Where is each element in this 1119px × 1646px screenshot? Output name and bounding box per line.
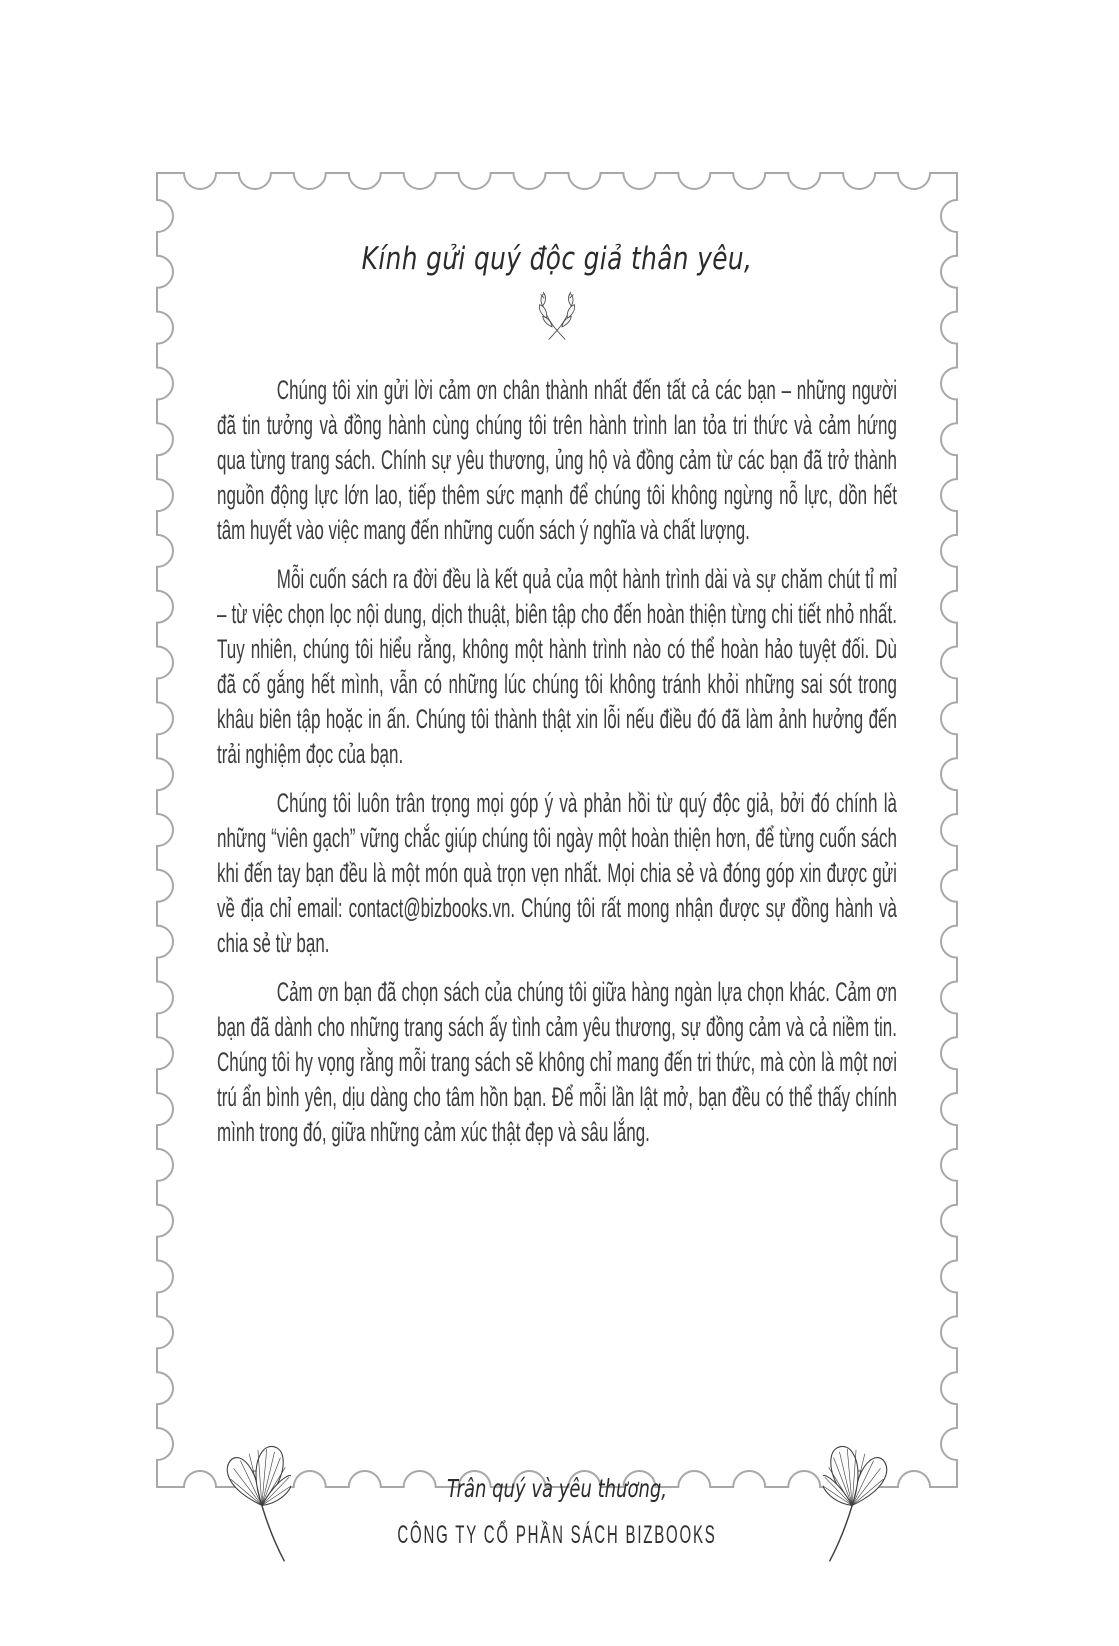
letter-paragraph: Cảm ơn bạn đã chọn sách của chúng tôi giữa hàng ngàn lựa chọn khác. Cảm ơn bạn đã dành cho những trang sách ấy tình cảm yêu thương, sự đồng cảm và cả niềm tin. Chúng tôi hy vọng rằng mỗi trang sách sẽ không chỉ mang đến tri thức, mà còn là một nơi trú ẩn bình yên, dịu dàng cho tâm hồn bạn. Để mỗi lần lật mở, bạn đều có thể thấy chính mình trong đó, giữa những cảm xúc thật đẹp và sâu lắng. [217, 977, 897, 1147]
letter-paragraph: Chúng tôi xin gửi lời cảm ơn chân thành nhất đến tất cả các bạn – những người đã tin tưởng và đồng hành cùng chúng tôi trên hành trình lan tỏa tri thức và cảm hứng qua từng trang sách. Chính sự yêu thương, ủng hộ và đồng cảm từ các bạn đã trở thành nguồn động lực lớn lao, tiếp thêm sức mạnh để chúng tôi không ngừng nỗ lực, dồn hết tâm huyết vào việc mang đến những cuốn sách ý nghĩa và chất lượng. [217, 375, 897, 545]
letter-paragraph: Mỗi cuốn sách ra đời đều là kết quả của một hành trình dài và sự chăm chút tỉ mỉ – từ việc chọn lọc nội dung, dịch thuật, biên tập cho đến hoàn thiện từng chi tiết nhỏ nhất. Tuy nhiên, chúng tôi hiểu rằng, không một hành trình nào có thể hoàn hảo tuyệt đối. Dù đã cố gắng hết mình, vẫn có những lúc chúng tôi không tránh khỏi những sai sót trong khâu biên tập hoặc in ấn. Chúng tôi thành thật xin lỗi nếu điều đó đã làm ảnh hưởng đến trải nghiệm đọc của bạn. [217, 564, 897, 769]
letter-paragraph: Chúng tôi luôn trân trọng mọi góp ý và phản hồi từ quý độc giả, bởi đó chính là những “viên gạch” vững chắc giúp chúng tôi ngày một hoàn thiện hơn, để từng cuốn sách khi đến tay bạn đều là một món quà trọn vẹn nhất. Mọi chia sẻ và đóng góp xin được gửi về địa chỉ email: contact@bizbooks.vn. Chúng tôi rất mong nhận được sự đồng hành và chia sẻ từ bạn. [217, 788, 897, 958]
ginkgo-leaf-icon [823, 1418, 891, 1590]
letter-content [157, 173, 957, 1487]
letter-footer [157, 1418, 957, 1590]
crossed-sprigs-icon [526, 291, 588, 343]
ginkgo-leaf-icon [223, 1418, 291, 1590]
ornament-wrap [217, 291, 897, 345]
letter-title: Kính gửi quý độc giả thân yêu, [361, 241, 753, 277]
footer-center [291, 1418, 823, 1550]
company-name: CÔNG TY CỔ PHẦN SÁCH BIZBOOKS [397, 1521, 717, 1549]
letter-body [217, 373, 897, 1150]
signoff-text: Trân quý và yêu thương, [446, 1474, 668, 1503]
